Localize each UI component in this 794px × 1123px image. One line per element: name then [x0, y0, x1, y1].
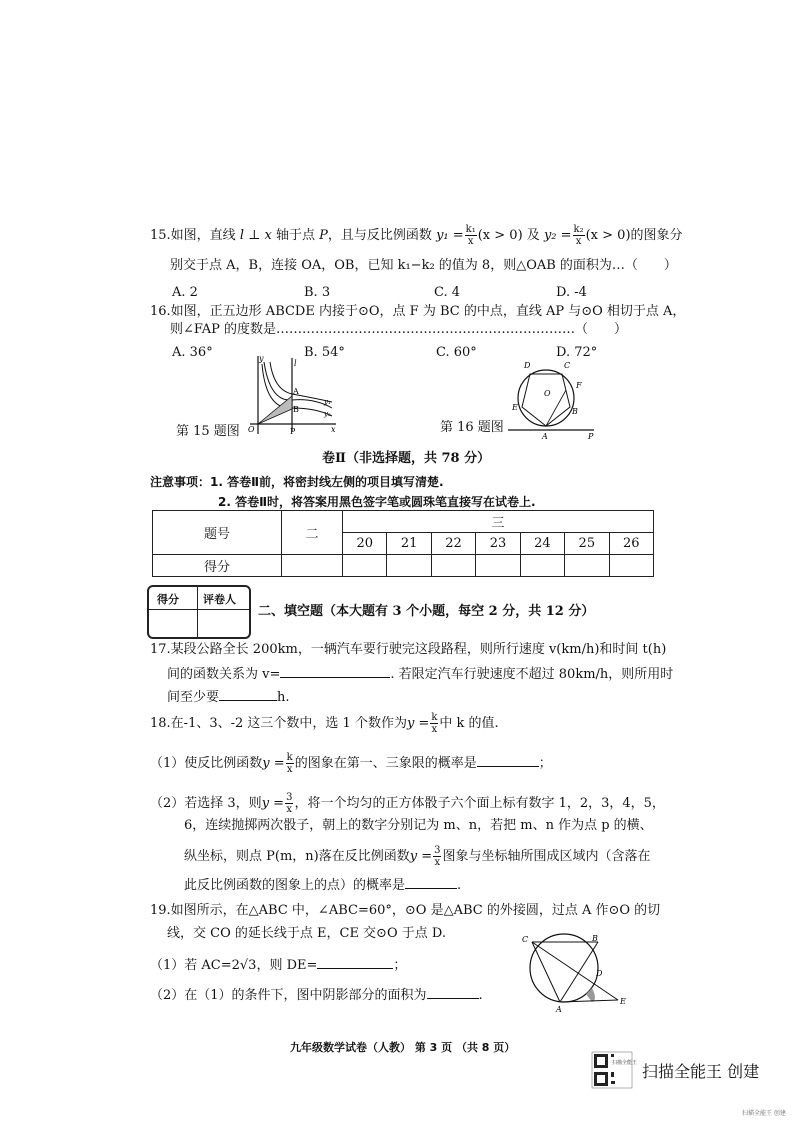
score-cell-two[interactable]	[282, 555, 343, 577]
fig15-label-x: x	[331, 425, 336, 434]
score-cell-23[interactable]	[476, 555, 520, 577]
score-cell-26[interactable]	[609, 555, 653, 577]
fig15-label-l: l	[294, 359, 297, 368]
fraction-k2-x: $\frac{\text{k₂}}{x}$	[573, 224, 584, 247]
score-box-grader-label: 评卷人	[203, 593, 236, 606]
q16-line1: 16.如图，正五边形 ABCDE 内接于⊙O，点 F 为 BC 的中点，直线 AP 与⊙O 相切于点 A，	[150, 304, 686, 319]
fig19-label-a: A	[556, 1005, 562, 1014]
q17-blank-2[interactable]	[219, 688, 277, 701]
fig16-label-f: F	[576, 381, 582, 390]
figure-16	[508, 360, 600, 442]
q16-option-c: C. 60°	[436, 345, 477, 360]
fig15-label-y1: y₁	[324, 398, 331, 406]
fig15-label-p: P	[290, 427, 296, 436]
q19-sub2: （2）在（1）的条件下，图中阴影部分的面积为 .	[150, 988, 483, 1003]
fig15-label-y2: y₂	[324, 410, 331, 418]
score-table-col-two: 二	[282, 511, 343, 555]
score-table-q21: 21	[387, 533, 431, 555]
q15-option-b: B. 3	[304, 285, 331, 300]
q17-line1: 17.某段公路全长 200km，一辆汽车要行驶完这段路程，则所行速度 v(km/h)和时间 t(h)	[150, 642, 667, 657]
q19-sub1: （1）若 AC=2√3，则 DE= ；	[150, 958, 407, 973]
fig16-label-e: E	[512, 403, 518, 412]
score-table	[152, 510, 654, 577]
fig15-label-y: y	[259, 354, 264, 363]
q18-sub1: （1）使反比例函数y = $\frac{k}{x}$ 的图象在第一、三象限的概率是 ；	[150, 752, 552, 775]
notice-1: 注意事项：1. 答卷Ⅱ前，将密封线左侧的项目填写清楚.	[150, 475, 444, 489]
score-cell-25[interactable]	[565, 555, 609, 577]
score-table-q24: 24	[520, 533, 564, 555]
q16-option-a: A. 36°	[172, 345, 213, 360]
fig15-label-b: B	[293, 405, 299, 414]
q16-caption: 第 16 题图	[440, 420, 504, 435]
q18-blank-2[interactable]	[405, 876, 457, 889]
fig19-label-b: B	[592, 934, 598, 943]
q17-blank-1[interactable]	[280, 665, 390, 678]
score-table-q23: 23	[476, 533, 520, 555]
scanner-brand	[592, 1052, 759, 1088]
fig19-label-d: D	[596, 969, 603, 978]
score-table-q25: 25	[565, 533, 609, 555]
score-cell-24[interactable]	[520, 555, 564, 577]
q18-blank-1[interactable]	[477, 754, 539, 767]
score-table-q22: 22	[431, 533, 475, 555]
scanner-brand-text: 扫描全能王 创建	[642, 1061, 760, 1081]
fig16-label-d: D	[524, 361, 531, 370]
fig16-label-p: P	[588, 432, 594, 441]
q18-sub2: （2）若选择 3，则y = $\frac{3}{x}$ ，将一个均匀的正方体骰子六个面上标有数字 1，2，3，4，5，	[150, 792, 665, 815]
section2-title: 二、填空题（本大题有 3 个小题，每空 2 分，共 12 分）	[258, 604, 595, 619]
part2-title: 卷Ⅱ（非选择题，共 78 分）	[322, 451, 491, 466]
q15-line2: 别交于点 A，B，连接 OA，OB，已知 k₁−k₂ 的值为 8，则△OAB 的面积为…（ ）	[170, 258, 677, 273]
q16-option-b: B. 54°	[304, 345, 345, 360]
score-cell-21[interactable]	[387, 555, 431, 577]
fraction-k1-x: $\frac{\text{k₁}}{x}$	[465, 224, 476, 247]
q18-sub2-line4: 此反比例函数的图象上的点）的概率是 .	[184, 878, 462, 893]
q18-sub2-line2: 6，连续抛掷两次骰子，朝上的数字分别记为 m、n，若把 m、n 作为点 p 的横、	[184, 818, 653, 833]
fig16-label-o: O	[544, 389, 551, 398]
score-table-q20: 20	[343, 533, 387, 555]
q17-line2: 间的函数关系为 v= . 若限定汽车行驶速度不超过 80km/h，则所用时	[167, 667, 674, 682]
score-grader-box	[147, 585, 251, 639]
page-footer: 九年级数学试卷（人教） 第 3 页 （共 8 页）	[290, 1041, 516, 1054]
notice-2: 2. 答卷Ⅱ时，将答案用黑色签字笔或圆珠笔直接写在试卷上.	[218, 495, 536, 509]
score-table-q26: 26	[609, 533, 653, 555]
q15-line1: 15.如图，直线 l ⊥ x 轴于点 P，且与反比例函数 y₁ = $\frac{\text{k₁}}{x}$ (x > 0) 及 y₂ = $\frac{\text{k₂}}{x}$ (x > 0)的图象分	[150, 224, 683, 247]
q19-line1: 19.如图所示，在△ABC 中，∠ABC=60°，⊙O 是△ABC 的外接圆，过点 A 作⊙O 的切	[150, 903, 661, 918]
q19-line2: 线，交 CO 的延长线于点 E，CE 交⊙O 于点 D.	[167, 926, 446, 941]
corner-watermark: 扫描全能王 创建	[742, 1110, 786, 1117]
fig16-label-b: B	[572, 407, 578, 416]
fig19-label-c: C	[522, 935, 529, 944]
q19-blank-1[interactable]	[317, 956, 393, 969]
figure-15	[244, 352, 340, 436]
fig19-label-e: E	[620, 997, 626, 1006]
fig15-label-o: O	[248, 425, 255, 434]
q15-option-d: D. -4	[556, 285, 587, 300]
fig16-label-c: C	[564, 361, 571, 370]
figure-19	[518, 928, 630, 1014]
q18-sub2-line3: 纵坐标，则点 P(m，n)落在反比例函数y = $\frac{3}{x}$ 图象与坐标轴所围成区域内（含落在	[184, 845, 651, 868]
score-table-score-label: 得分	[153, 555, 282, 577]
q19-blank-2[interactable]	[427, 986, 479, 999]
score-table-header-label: 题号	[153, 511, 282, 555]
score-table-col-three: 三	[343, 511, 654, 533]
qr-brand-text: 扫描全能王	[612, 1060, 638, 1066]
fig15-label-a: A	[293, 387, 299, 396]
qr-code-icon	[592, 1052, 638, 1088]
q17-line3: 间至少要 h.	[167, 690, 290, 705]
q18-line1: 18.在-1、3、-2 这三个数中，选 1 个数作为y = $\frac{k}{x}$ 中 k 的值.	[150, 712, 499, 735]
q15-option-a: A. 2	[172, 285, 198, 300]
fig16-label-a: A	[542, 432, 548, 441]
score-box-score-label: 得分	[157, 593, 179, 606]
q16-line2: 则∠FAP 的度数是……………………………………………………………（ ）	[170, 322, 628, 337]
score-cell-20[interactable]	[343, 555, 387, 577]
q16-option-d: D. 72°	[556, 345, 598, 360]
score-cell-22[interactable]	[431, 555, 475, 577]
q15-caption: 第 15 题图	[176, 424, 240, 439]
q15-option-c: C. 4	[434, 285, 461, 300]
